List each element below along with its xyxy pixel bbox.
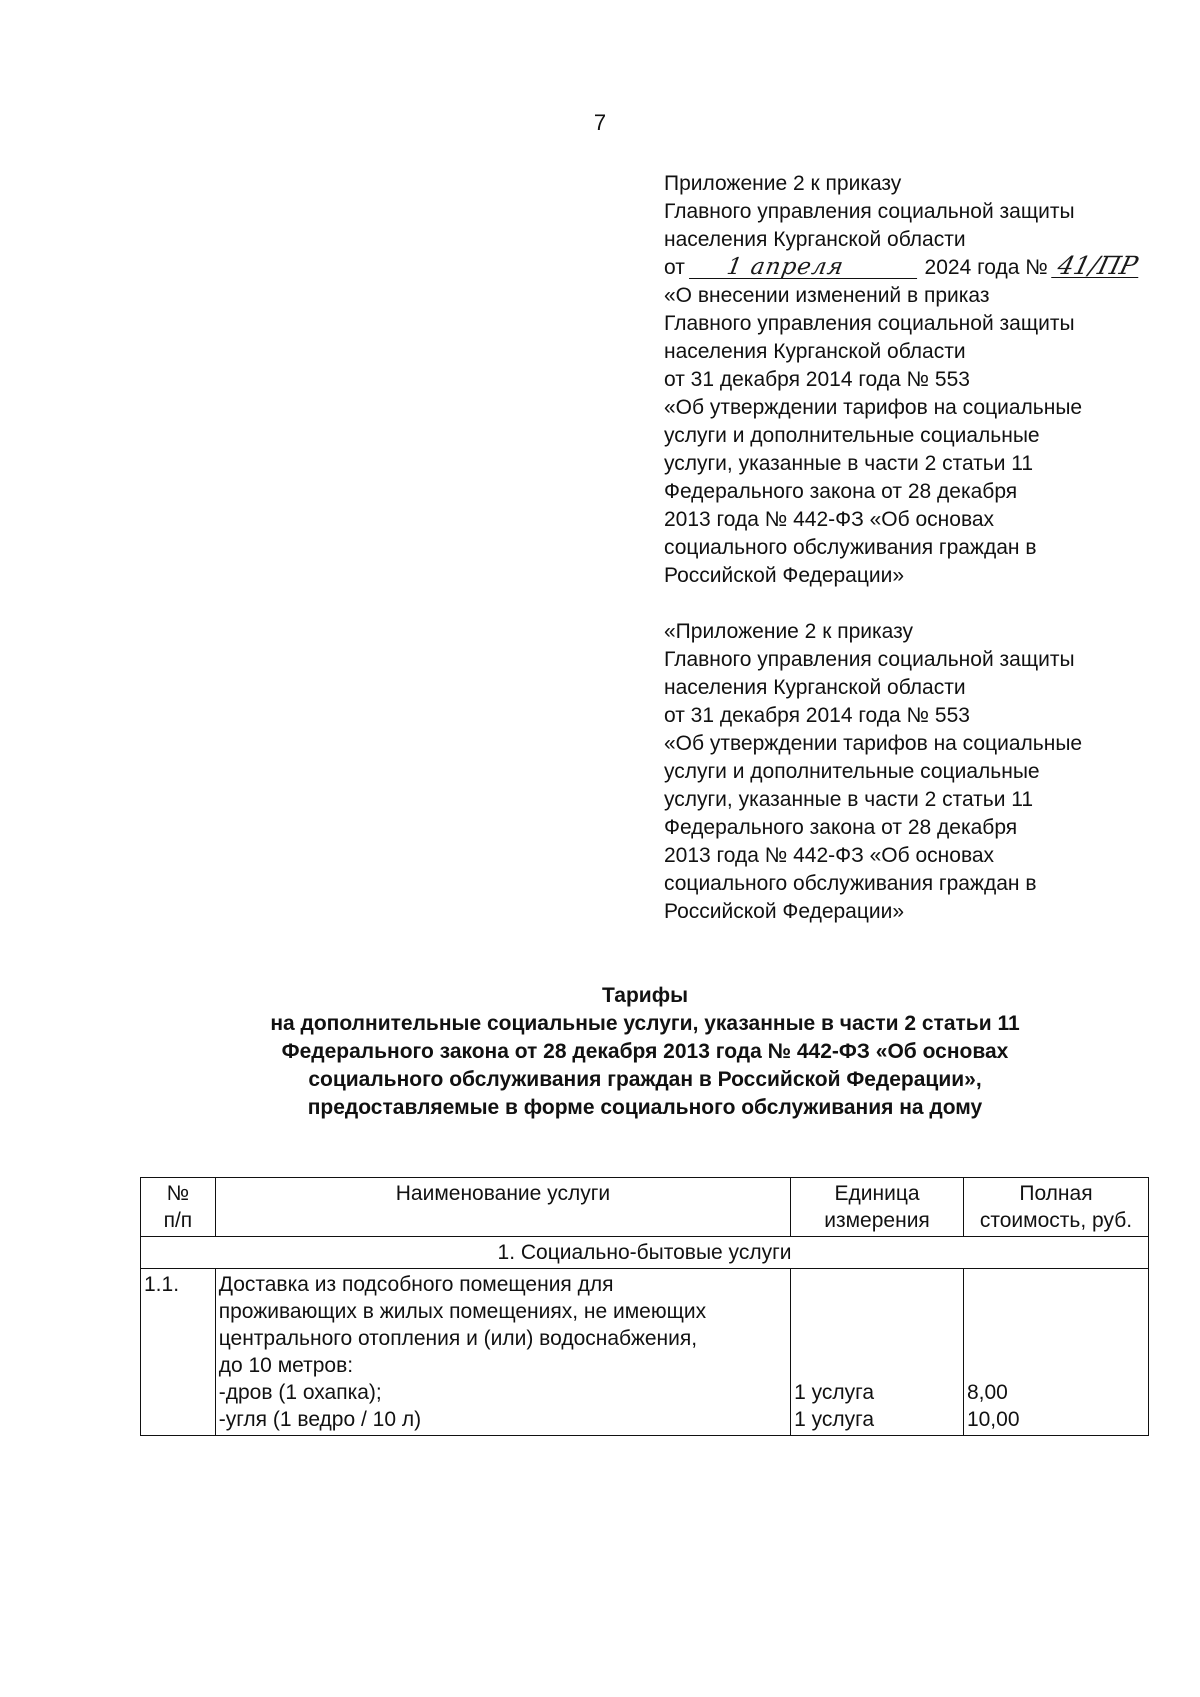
- header-line: «Приложение 2 к приказу: [664, 620, 913, 643]
- header-line: населения Курганской области: [664, 340, 966, 363]
- table-header-row: [141, 1178, 1149, 1237]
- section-row: [141, 1237, 1149, 1269]
- header-line: Главного управления социальной защиты: [664, 648, 1075, 671]
- name-line: проживающих в жилых помещениях, не имеющих: [218, 1300, 707, 1323]
- header-line: услуги и дополнительные социальные: [664, 760, 1040, 783]
- header-line: Российской Федерации»: [664, 900, 905, 923]
- title-line: предоставляемые в форме социального обслуживания на дому: [307, 1096, 983, 1119]
- order-date-line: [664, 251, 1164, 282]
- handwritten-date: 1 апреля: [689, 256, 921, 279]
- header-line: «О внесении изменений в приказ: [664, 284, 990, 307]
- row-cost: [963, 1269, 1148, 1436]
- title-line: Тарифы: [601, 984, 689, 1007]
- name-line: центрального отопления и (или) водоснабжения,: [218, 1327, 698, 1350]
- cost-spacer: [967, 1271, 1145, 1379]
- tariffs-table: [140, 1177, 1149, 1436]
- section-title: 1. Социально-бытовые услуги: [141, 1237, 1149, 1269]
- header-cost: [963, 1178, 1148, 1237]
- header-unit-line2: измерения: [824, 1209, 930, 1232]
- appendix-header: [664, 170, 1164, 926]
- header-line: Федерального закона от 28 декабря: [664, 480, 1018, 503]
- header-cost-line2: стоимость, руб.: [979, 1209, 1133, 1232]
- header-line: от 31 декабря 2014 года № 553: [664, 368, 970, 391]
- header-unit-line1: Единица: [834, 1182, 920, 1205]
- name-line: Доставка из подсобного помещения для: [218, 1273, 614, 1296]
- header-line: услуги и дополнительные социальные: [664, 424, 1040, 447]
- unit-line: 1 услуга: [794, 1381, 875, 1404]
- cost-line: 8,00: [966, 1381, 1008, 1404]
- header-unit: [791, 1178, 964, 1237]
- header-line: населения Курганской области: [664, 228, 966, 251]
- header-name: Наименование услуги: [215, 1178, 790, 1237]
- header-num: [141, 1178, 216, 1237]
- header-num-line2: п/п: [163, 1209, 193, 1232]
- header-line: 2013 года № 442-ФЗ «Об основах: [664, 508, 995, 531]
- name-line: до 10 метров:: [218, 1354, 354, 1377]
- header-line: социального обслуживания граждан в: [664, 536, 1037, 559]
- header-line: услуги, указанные в части 2 статьи 11: [664, 788, 1034, 811]
- page-number: 7: [593, 110, 607, 135]
- name-line: -дров (1 охапка);: [218, 1381, 382, 1404]
- header-line: «Об утверждении тарифов на социальные: [664, 396, 1083, 419]
- title-line: Федерального закона от 28 декабря 2013 года № 442-ФЗ «Об основах: [281, 1040, 1009, 1063]
- handwritten-order-number: 41/ПР: [1051, 255, 1144, 278]
- title-line: социального обслуживания граждан в Российской Федерации»,: [308, 1068, 982, 1091]
- header-num-line1: №: [166, 1182, 190, 1205]
- unit-spacer: [794, 1271, 960, 1379]
- header-line: 2013 года № 442-ФЗ «Об основах: [664, 844, 995, 867]
- title-line: на дополнительные социальные услуги, указанные в части 2 статьи 11: [270, 1012, 1020, 1035]
- document-title: [0, 982, 1200, 1122]
- row-num: 1.1.: [141, 1269, 216, 1436]
- name-line: -угля (1 ведро / 10 л): [218, 1408, 422, 1431]
- unit-line: 1 услуга: [794, 1408, 875, 1431]
- header-line: Российской Федерации»: [664, 564, 905, 587]
- header-line: услуги, указанные в части 2 статьи 11: [664, 452, 1034, 475]
- header-line: Главного управления социальной защиты: [664, 312, 1075, 335]
- header-line: населения Курганской области: [664, 676, 966, 699]
- header-line: социального обслуживания граждан в: [664, 872, 1037, 895]
- header-line: Приложение 2 к приказу: [664, 172, 902, 195]
- year-text: 2024 года №: [924, 256, 1048, 279]
- header-line: «Об утверждении тарифов на социальные: [664, 732, 1083, 755]
- header-cost-line1: Полная: [1019, 1182, 1093, 1205]
- date-prefix: от: [664, 256, 685, 279]
- header-gap: [664, 590, 1164, 618]
- header-line: от 31 декабря 2014 года № 553: [664, 704, 970, 727]
- row-unit: [791, 1269, 964, 1436]
- cost-line: 10,00: [966, 1408, 1020, 1431]
- header-line: Федерального закона от 28 декабря: [664, 816, 1018, 839]
- row-name: [215, 1269, 790, 1436]
- table-row: [141, 1269, 1149, 1436]
- header-line: Главного управления социальной защиты: [664, 200, 1075, 223]
